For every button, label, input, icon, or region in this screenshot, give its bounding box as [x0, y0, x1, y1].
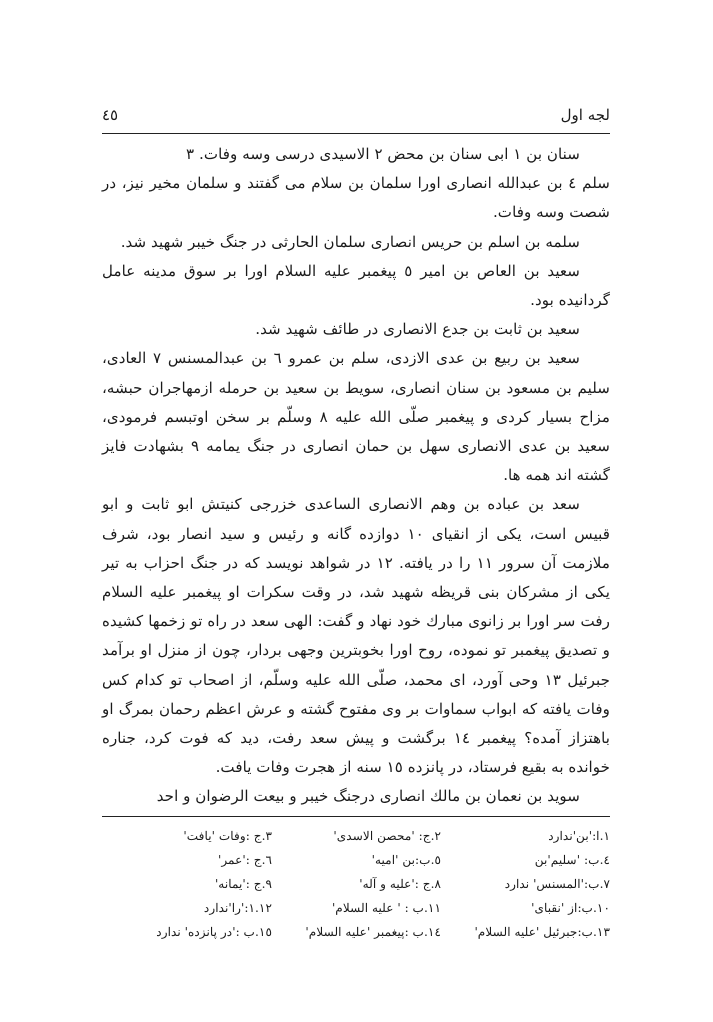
footnote-row — [102, 920, 610, 944]
footnote-item: ١٣.ب:جبرئیل 'علیه السلام' — [474, 925, 610, 939]
paragraph-sad-ibn-ubada: سعد بن عباده بن وهم الانصاری الساعدی خزرجی کنیتش ابو ثابت و ابو قبیس است، یکی از انقیای ١٠ دوازده گانه و رئیس و سید انصار بود، شرف ملازمت آن سرور ١١ را در یافته. ١٢ در شواهد نویسد که در جنگ احزاب به تیر یکی از مشرکان بنی قریظه شهید شد، در وقت سکرات او پیغمبر علیه السلام رفت سر اورا بر زانوی مبارك خود نهاد و گفت: الهی سعد در راه تو زخمها کشیده و تصدیق پیغمبر تو نموده، روح اورا بخوبترین وجهی بردار، چون از منزل او برآمد جبرئیل ١٣ وحی آورد، ای محمد، صلّی الله علیه وسلّم، از اصحاب تو کدام کس وفات یافته که ابواب سماوات بر وی مفتوح گشته و عرش اعظم رحمان بمرگ او باهتزاز آمده؟ پیغمبر ١٤ برگشت و پیش سعد رفت، دید که فوت کرد، جناره خوانده به بقیع فرستاد، در پانزده ١٥ سنه از هجرت وفات یافت. — [102, 495, 611, 777]
footnote-item: ٩.ج :'یمانه' — [214, 877, 272, 891]
page-number: ٤٥ — [102, 106, 119, 124]
footnotes — [102, 824, 610, 944]
footnote-item: ٢.ج: 'محصن الاسدی' — [333, 829, 441, 843]
footnote-row — [102, 896, 610, 920]
page-header — [102, 106, 610, 130]
footnote-item: ١٠.ب:از 'نقبای' — [531, 901, 610, 915]
footnote-item: ٧.ب:'المسنس' ندارد — [504, 877, 610, 891]
paragraph-salm: سلم ٤ بن عبدالله انصاری اورا سلمان بن سلام می گفتند و سلمان مخیر نیز، در شصت وسه وفات. — [102, 174, 610, 222]
footnote-item: ٨.ج :'علیه و آله' — [359, 877, 441, 891]
footnote-item: ٥.ب:بن 'امیه' — [371, 853, 441, 867]
paragraph-salama: سلمه بن اسلم بن حریس انصاری سلمان الحارثی در جنگ خیبر شهید شد. — [120, 232, 580, 251]
header-divider — [102, 133, 610, 134]
footnote-item: ٦.ج :'عمر' — [217, 853, 272, 867]
footnote-item: ٣.ج :وفات 'یافت' — [183, 829, 272, 843]
footnote-item: ١٥.ب :'در پانزده' ندارد — [156, 925, 272, 939]
paragraph-sinan: سنان بن ١ ابی سنان بن محض ٢ الاسیدی درسی وسه وفات. ٣ — [186, 145, 580, 163]
paragraph-said-ibn-rabi: سعید بن ربیع بن عدی الازدی، سلم بن عمرو ٦ بن عبدالمسنس ٧ العادی، سلیم بن مسعود بن سنان انصاری، سویط بن سعید بن حرمله ازمهاجران حبشه، مزاح بسیار کردی و پیغمبر صلّی الله علیه ٨ وسلّم بر سخن اوتبسم فرمودی، سعید بن عدی الانصاری سهل بن حمان انصاری در جنگ یمامه ٩ بشهادت فایز گشته اند همه ها. — [102, 349, 610, 485]
footnote-row — [102, 848, 610, 872]
paragraph-said-ibn-al-as: سعید بن العاص بن امیر ٥ پیغمبر علیه السلام اورا بر سوق مدینه عامل گردانیده بود. — [102, 261, 610, 310]
footnote-divider — [102, 816, 610, 817]
paragraph-said-ibn-thabit: سعید بن ثابت بن جدع الانصاری در طائف شهید شد. — [255, 320, 580, 339]
running-title: لجه اول — [560, 106, 610, 124]
footnote-item: ١١.ب : ' علیه السلام' — [331, 901, 441, 915]
footnote-item: ٤.ب: 'سلیم'بن — [534, 853, 610, 867]
footnote-row — [102, 824, 610, 848]
footnote-item: ١٤.ب :پیغمبر 'علیه السلام' — [305, 925, 441, 939]
paragraph-suwayd: سوید بن نعمان بن مالك انصاری درجنگ خیبر و بیعت الرضوان و احد — [156, 787, 580, 806]
main-text — [102, 140, 610, 812]
footnote-row — [102, 872, 610, 896]
footnote-item: ١.١٢:'را'ندارد — [203, 901, 272, 915]
footnote-item: ١.ا:'بن'ندارد — [548, 829, 610, 843]
